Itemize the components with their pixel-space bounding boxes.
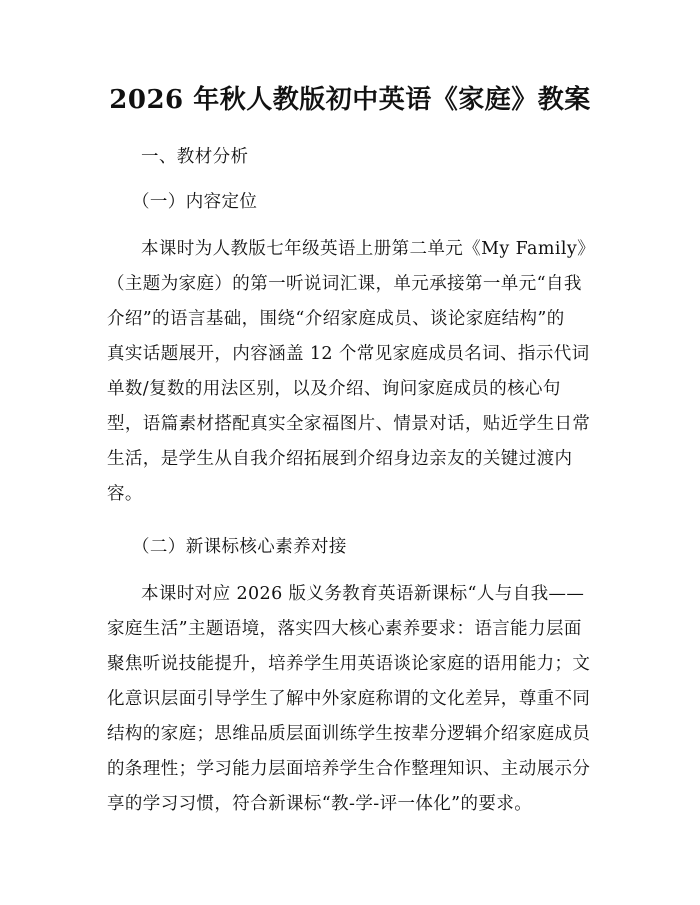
paragraph-line: 单数/复数的用法区别，以及介绍、询问家庭成员的核心句	[107, 379, 561, 399]
paragraph-line: 本课时对应 2026 版义务教育英语新课标“人与自我——	[141, 584, 585, 604]
section-heading-textbook-analysis: 一、教材分析	[141, 147, 249, 167]
paragraph-line: 本课时为人教版七年级英语上册第二单元《My Family》	[141, 239, 596, 259]
paragraph-line: 聚焦听说技能提升，培养学生用英语谈论家庭的语用能力；文	[107, 654, 591, 674]
paragraph-line: 结构的家庭；思维品质层面训练学生按辈分逻辑介绍家庭成员	[107, 724, 591, 744]
paragraph-line: 真实话题展开，内容涵盖 12 个常见家庭成员名词、指示代词	[107, 344, 590, 364]
paragraph-line: 生活，是学生从自我介绍拓展到介绍身边亲友的关键过渡内	[107, 449, 573, 469]
paragraph-line: 的条理性；学习能力层面培养学生合作整理知识、主动展示分	[107, 759, 591, 779]
subsection-heading-curriculum-standards: （二）新课标核心素养对接	[132, 537, 347, 557]
paragraph-line: 家庭生活”主题语境，落实四大核心素养要求：语言能力层面	[107, 619, 582, 639]
paragraph-line: 享的学习习惯，符合新课标“教-学-评一体化”的要求。	[107, 794, 533, 814]
document-title: 2026 年秋人教版初中英语《家庭》教案	[109, 85, 591, 115]
paragraph-line: 介绍”的语言基础，围绕“介绍家庭成员、谈论家庭结构”的	[107, 309, 565, 329]
paragraph-line: 型，语篇素材搭配真实全家福图片、情景对话，贴近学生日常	[107, 414, 591, 434]
subsection-heading-content-positioning: （一）内容定位	[132, 192, 258, 212]
paragraph-line: 容。	[107, 484, 143, 504]
paragraph-line: 化意识层面引导学生了解中外家庭称谓的文化差异，尊重不同	[107, 689, 591, 709]
paragraph-line: （主题为家庭）的第一听说词汇课，单元承接第一单元“自我	[107, 274, 582, 294]
